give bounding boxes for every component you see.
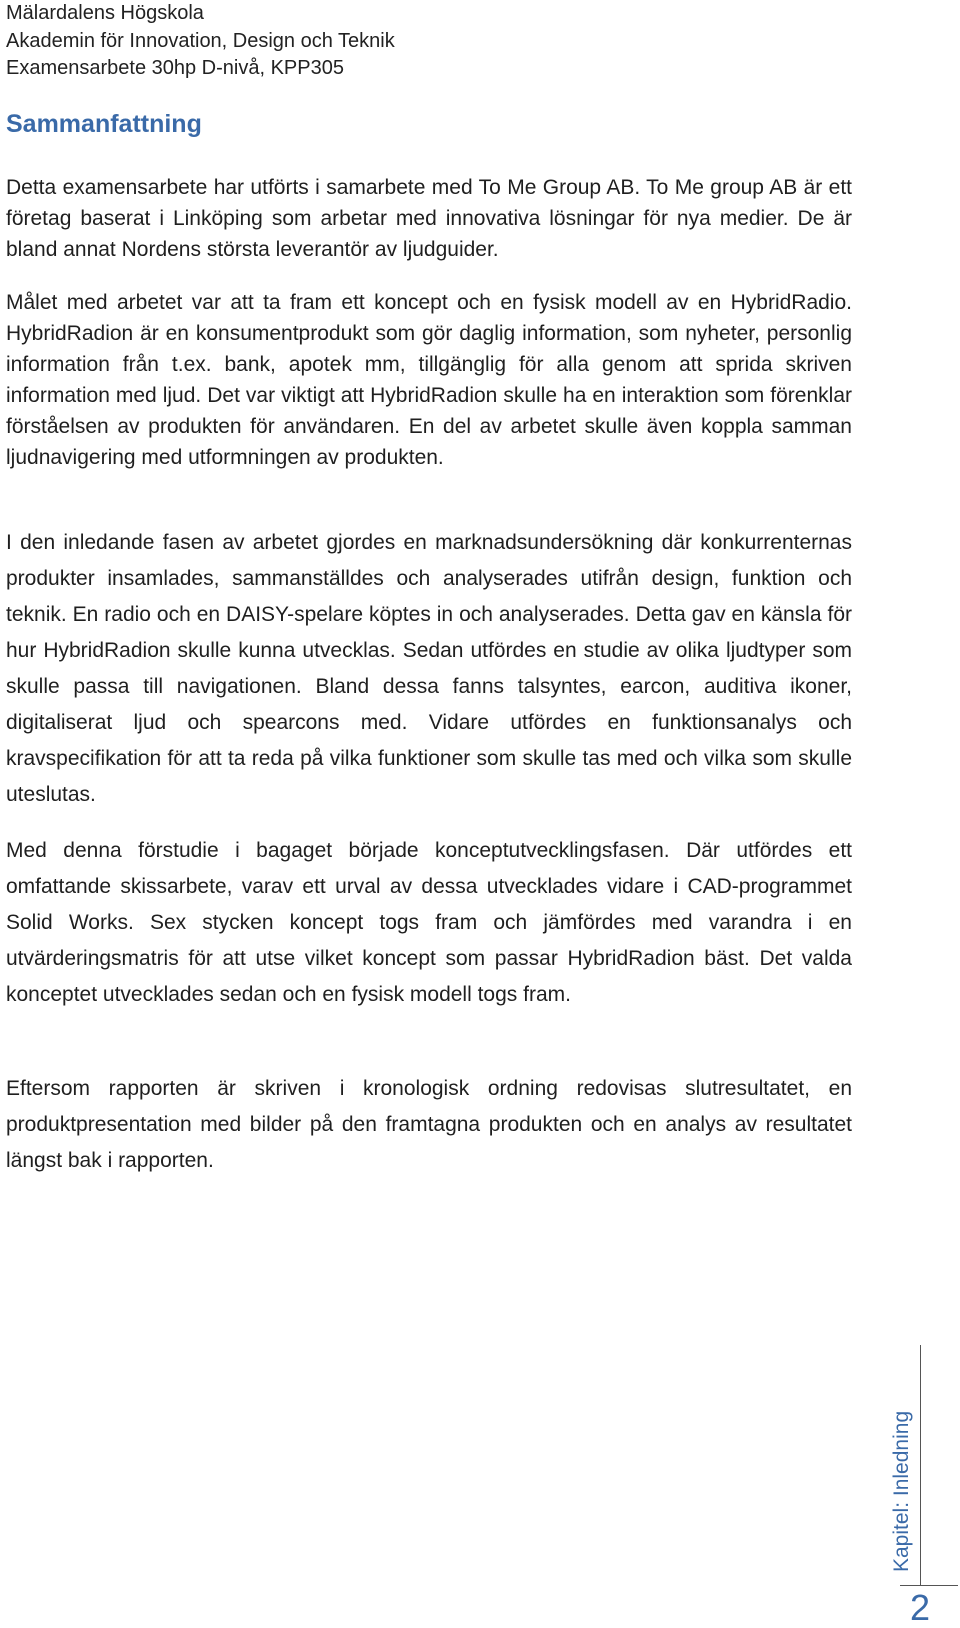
header-university: Mälardalens Högskola (6, 2, 204, 24)
section-title: Sammanfattning (6, 110, 202, 138)
paragraph-intro: Detta examensarbete har utförts i samarbete med To Me Group AB. To Me group AB är ett företag baserat i Linköping som arbetar med innovativa lösningar för nya medier. De är bland annat Nordens största leverantör av ljudguider. (6, 176, 852, 261)
running-header (6, 0, 395, 83)
paragraph-result: Eftersom rapporten är skriven i kronologisk ordning redovisas slutresultatet, en produktpresentation med bilder på den framtagna produkten och en analys av resultatet längst bak i rapporten. (6, 1077, 852, 1172)
paragraph-concept: Med denna förstudie i bagaget började konceptutvecklingsfasen. Där utfördes ett omfattande skissarbete, varav ett urval av dessa utvecklades vidare i CAD-programmet Solid Works. Sex stycken koncept togs fram och jämfördes med varandra i en utvärderingsmatris för att utse vilket koncept som passar HybridRadion bäst. Det valda konceptet utvecklades sedan och en fysisk modell togs fram. (6, 839, 852, 1006)
paragraph-prestudy: I den inledande fasen av arbetet gjordes en marknadsundersökning där konkurrenternas produkter insamlades, sammanställdes och analyserades utifrån design, funktion och teknik. En radio och en DAISY-spelare köptes in och analyserades. Detta gav en känsla för hur HybridRadion skulle kunna utvecklas. Sedan utfördes en studie av olika ljudtyper som skulle passa till navigationen. Bland dessa fanns talsyntes, earcon, auditiva ikoner, digitaliserat ljud och spearcons med. Vidare utfördes en funktionsanalys och kravspecifikation för att ta reda på vilka funktioner som skulle tas med och vilka som skulle uteslutas. (6, 531, 852, 806)
paragraph-goal: Målet med arbetet var att ta fram ett koncept och en fysisk modell av en HybridRadio. HybridRadion är en konsumentprodukt som gör daglig information, som nyheter, personlig information från t.ex. bank, apotek mm, tillgänglig för alla genom att sprida skriven information med ljud. Det var viktigt att HybridRadion skulle ha en interaktion som förenklar förståelsen av produkten för användaren. En del av arbetet skulle även koppla samman ljudnavigering med utformningen av produkten. (6, 291, 852, 469)
header-academy: Akademin för Innovation, Design och Teknik (6, 29, 395, 52)
page-number: 2 (910, 1587, 931, 1628)
header-course: Examensarbete 30hp D-nivå, KPP305 (6, 57, 344, 79)
footer-vertical-rule (920, 1345, 921, 1585)
chapter-label: Kapitel: Inledning (890, 1410, 913, 1572)
footer-horizontal-rule (900, 1585, 958, 1586)
